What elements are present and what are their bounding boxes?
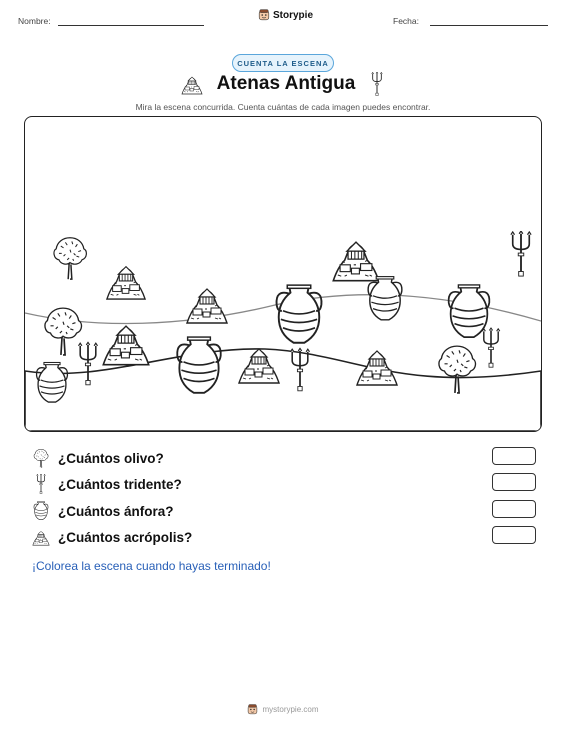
question-text: ¿Cuántos acrópolis? — [58, 529, 193, 545]
title-row — [0, 72, 566, 96]
brand-name: Storypie — [273, 9, 314, 21]
acropolis-icon — [32, 527, 50, 547]
question-amphora — [32, 500, 536, 522]
mascot-icon — [247, 704, 258, 715]
question-text: ¿Cuántos ánfora? — [58, 503, 174, 519]
question-text: ¿Cuántos tridente? — [58, 476, 182, 492]
question-text: ¿Cuántos olivo? — [58, 450, 164, 466]
scene-acropolis — [103, 326, 148, 365]
answer-box-acropolis[interactable] — [492, 526, 536, 544]
instructions: Mira la escena concurrida. Cuenta cuántas de cada imagen puedes encontrar. — [135, 102, 431, 112]
scene-acropolis — [333, 242, 378, 281]
acropolis-icon — [181, 73, 203, 95]
footer — [0, 704, 566, 715]
counting-scene[interactable] — [24, 116, 542, 432]
scene-acropolis — [187, 289, 227, 323]
question-trident — [32, 473, 536, 495]
activity-badge: CUENTA LA ESCENA — [232, 54, 334, 72]
trident-icon — [32, 474, 50, 494]
scene-amphora — [37, 362, 68, 402]
brand-logo — [258, 9, 313, 21]
name-label: Nombre: — [18, 16, 51, 26]
footer-url[interactable]: mystorypie.com — [262, 705, 319, 714]
name-line[interactable] — [58, 25, 204, 26]
scene-trident — [482, 328, 500, 367]
scene-olive-tree — [45, 308, 82, 355]
scene-amphora — [177, 337, 221, 393]
scene-illustration — [25, 117, 541, 431]
answer-box-olive[interactable] — [492, 447, 536, 465]
trident-icon — [369, 72, 385, 96]
closing-instruction: ¡Colorea la escena cuando hayas terminado! — [32, 559, 271, 573]
mascot-icon — [258, 9, 270, 21]
olive-tree-icon — [32, 448, 50, 468]
answer-box-amphora[interactable] — [492, 500, 536, 518]
scene-amphora — [277, 285, 322, 343]
date-line[interactable] — [430, 25, 548, 26]
scene-olive-tree — [54, 238, 86, 279]
date-label: Fecha: — [393, 16, 419, 26]
scene-trident — [511, 231, 531, 276]
amphora-icon — [32, 501, 50, 521]
question-olive — [32, 447, 536, 469]
scene-amphora — [368, 277, 402, 320]
page-title: Atenas Antigua — [216, 73, 356, 94]
scene-acropolis — [107, 267, 145, 299]
question-acropolis — [32, 526, 536, 548]
answer-box-trident[interactable] — [492, 473, 536, 491]
